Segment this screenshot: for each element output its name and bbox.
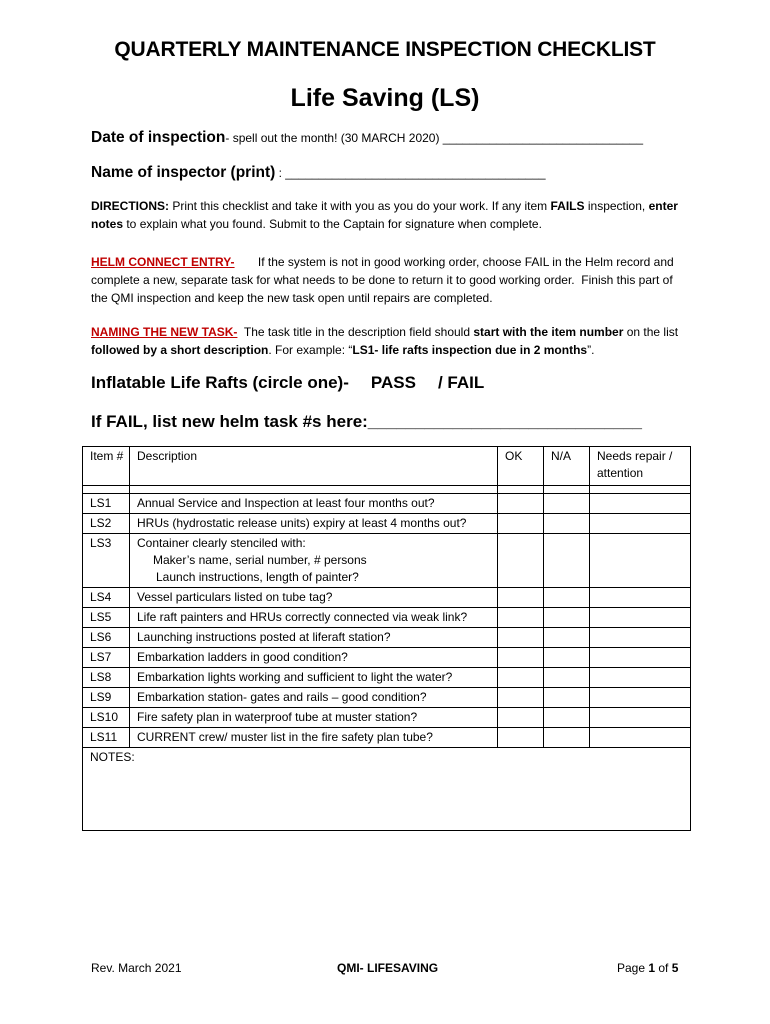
ok-checkbox-cell[interactable] bbox=[498, 608, 544, 628]
needs-repair-cell[interactable] bbox=[590, 648, 691, 668]
na-checkbox-cell[interactable] bbox=[544, 588, 590, 608]
fail-option[interactable]: / FAIL bbox=[437, 373, 485, 392]
needs-repair-cell[interactable] bbox=[590, 588, 691, 608]
item-number: LS6 bbox=[83, 628, 130, 648]
page-subtitle: Life Saving (LS) bbox=[290, 84, 480, 112]
directions-text: to explain what you found. Submit to the Captain for signature when complete. bbox=[123, 217, 542, 231]
item-description: Embarkation station- gates and rails – good condition? bbox=[130, 688, 498, 708]
helm-connect-label: HELM CONNECT ENTRY- bbox=[91, 255, 235, 269]
na-checkbox-cell[interactable] bbox=[544, 514, 590, 534]
ok-checkbox-cell[interactable] bbox=[498, 708, 544, 728]
page-title: QUARTERLY MAINTENANCE INSPECTION CHECKLIST bbox=[114, 38, 656, 61]
ok-checkbox-cell[interactable] bbox=[498, 628, 544, 648]
item-number: LS4 bbox=[83, 588, 130, 608]
item-description-sub: Maker’s name, serial number, # persons bbox=[153, 553, 367, 567]
na-checkbox-cell[interactable] bbox=[544, 608, 590, 628]
needs-repair-cell[interactable] bbox=[590, 688, 691, 708]
table-row bbox=[83, 486, 691, 494]
date-hint: - spell out the month! (30 MARCH 2020) ______________________________ bbox=[225, 131, 644, 145]
inspector-hint: : _______________________________________ bbox=[275, 166, 546, 180]
ok-checkbox-cell[interactable] bbox=[498, 688, 544, 708]
naming-text: on the list bbox=[623, 325, 679, 339]
item-description: HRUs (hydrostatic release units) expiry at least 4 months out? bbox=[130, 514, 498, 534]
table-row bbox=[83, 534, 691, 588]
item-description: Embarkation ladders in good condition? bbox=[130, 648, 498, 668]
helm-connect-text: If the system is not in good working order, choose FAIL in the Helm record and complete a new, separate task for what needs to be done to return it to good working order. Finish this part of the QMI inspection and keep the new task open until repairs are completed. bbox=[91, 255, 678, 305]
table-row bbox=[83, 588, 691, 608]
needs-repair-cell[interactable] bbox=[590, 534, 691, 588]
page-current: 1 bbox=[648, 961, 656, 975]
item-description-main: Container clearly stenciled with: bbox=[137, 536, 306, 550]
item-description: CURRENT crew/ muster list in the fire safety plan tube? bbox=[130, 728, 498, 748]
naming-bold: start with the item number bbox=[473, 325, 624, 339]
date-label: Date of inspection bbox=[91, 129, 226, 146]
inspector-label: Name of inspector (print) bbox=[91, 164, 276, 181]
naming-label: NAMING THE NEW TASK- bbox=[91, 325, 238, 339]
rafts-label: Inflatable Life Rafts (circle one)- bbox=[91, 373, 349, 392]
item-description: Launching instructions posted at liferaft station? bbox=[130, 628, 498, 648]
item-number: LS11 bbox=[83, 728, 130, 748]
footer-revision: Rev. March 2021 bbox=[91, 961, 182, 975]
item-description: Annual Service and Inspection at least four months out? bbox=[130, 494, 498, 514]
ok-checkbox-cell[interactable] bbox=[498, 514, 544, 534]
table-row bbox=[83, 728, 691, 748]
needs-repair-cell[interactable] bbox=[590, 728, 691, 748]
naming-bold: followed by a short description bbox=[91, 343, 269, 357]
page-total: 5 bbox=[671, 961, 679, 975]
table-row bbox=[83, 648, 691, 668]
needs-repair-cell[interactable] bbox=[590, 668, 691, 688]
item-description: Fire safety plan in waterproof tube at muster station? bbox=[130, 708, 498, 728]
naming-paragraph bbox=[91, 323, 691, 359]
pass-option[interactable]: PASS bbox=[370, 373, 416, 392]
table-row bbox=[83, 608, 691, 628]
item-number: LS9 bbox=[83, 688, 130, 708]
footer-page-number bbox=[617, 961, 678, 975]
directions-fails: FAILS bbox=[550, 199, 585, 213]
item-description: Vessel particulars listed on tube tag? bbox=[130, 588, 498, 608]
ok-checkbox-cell[interactable] bbox=[498, 588, 544, 608]
header-needs-repair: Needs repair / attention bbox=[590, 447, 691, 486]
naming-text: . For example: “ bbox=[268, 343, 353, 357]
date-of-inspection-field[interactable] bbox=[91, 129, 643, 147]
item-description bbox=[130, 534, 498, 588]
naming-text: The task title in the description field should bbox=[237, 325, 474, 339]
notes-label: NOTES: bbox=[90, 750, 135, 764]
na-checkbox-cell[interactable] bbox=[544, 648, 590, 668]
directions-text: Print this checklist and take it with you as you do your work. If any item bbox=[169, 199, 551, 213]
helm-connect-paragraph bbox=[91, 253, 691, 307]
na-checkbox-cell[interactable] bbox=[544, 534, 590, 588]
table-row bbox=[83, 688, 691, 708]
inspector-name-field[interactable] bbox=[91, 164, 546, 182]
table-row bbox=[83, 494, 691, 514]
ok-checkbox-cell[interactable] bbox=[498, 728, 544, 748]
notes-row bbox=[83, 748, 691, 831]
ok-checkbox-cell[interactable] bbox=[498, 648, 544, 668]
footer-title: QMI- LIFESAVING bbox=[337, 961, 439, 975]
item-number: LS3 bbox=[83, 534, 130, 588]
table-row bbox=[83, 708, 691, 728]
if-fail-task-field[interactable]: If FAIL, list new helm task #s here:_____________________________ bbox=[91, 412, 642, 431]
directions-enter-notes: enter notes bbox=[91, 199, 678, 231]
naming-bold: LS1- life rafts inspection due in 2 months bbox=[352, 343, 588, 357]
needs-repair-cell[interactable] bbox=[590, 708, 691, 728]
table-header-row bbox=[83, 447, 691, 486]
item-number: LS8 bbox=[83, 668, 130, 688]
header-na: N/A bbox=[544, 447, 590, 486]
item-number: LS1 bbox=[83, 494, 130, 514]
needs-repair-cell[interactable] bbox=[590, 514, 691, 534]
header-ok: OK bbox=[498, 447, 544, 486]
notes-field[interactable] bbox=[83, 748, 691, 831]
header-description: Description bbox=[130, 447, 498, 486]
item-number: LS10 bbox=[83, 708, 130, 728]
item-number: LS5 bbox=[83, 608, 130, 628]
header-item: Item # bbox=[83, 447, 130, 486]
ok-checkbox-cell[interactable] bbox=[498, 668, 544, 688]
needs-repair-cell[interactable] bbox=[590, 608, 691, 628]
page-prefix: Page bbox=[617, 961, 649, 975]
item-description-sub: Launch instructions, length of painter? bbox=[156, 570, 359, 584]
item-description: Embarkation lights working and sufficient to light the water? bbox=[130, 668, 498, 688]
na-checkbox-cell[interactable] bbox=[544, 628, 590, 648]
needs-repair-cell[interactable] bbox=[590, 628, 691, 648]
page-of: of bbox=[655, 961, 672, 975]
ok-checkbox-cell[interactable] bbox=[498, 494, 544, 514]
na-checkbox-cell[interactable] bbox=[544, 494, 590, 514]
checklist-table bbox=[82, 446, 691, 831]
na-checkbox-cell[interactable] bbox=[544, 688, 590, 708]
item-number: LS2 bbox=[83, 514, 130, 534]
directions-paragraph bbox=[91, 197, 691, 233]
needs-repair-cell[interactable] bbox=[590, 494, 691, 514]
na-checkbox-cell[interactable] bbox=[544, 668, 590, 688]
table-row bbox=[83, 514, 691, 534]
directions-text: inspection, bbox=[584, 199, 649, 213]
directions-label: DIRECTIONS: bbox=[91, 199, 169, 213]
rafts-pass-fail bbox=[91, 373, 484, 393]
item-description: Life raft painters and HRUs correctly connected via weak link? bbox=[130, 608, 498, 628]
table-row bbox=[83, 668, 691, 688]
na-checkbox-cell[interactable] bbox=[544, 708, 590, 728]
table-row bbox=[83, 628, 691, 648]
ok-checkbox-cell[interactable] bbox=[498, 534, 544, 588]
item-number: LS7 bbox=[83, 648, 130, 668]
naming-text: ”. bbox=[587, 343, 595, 357]
na-checkbox-cell[interactable] bbox=[544, 728, 590, 748]
